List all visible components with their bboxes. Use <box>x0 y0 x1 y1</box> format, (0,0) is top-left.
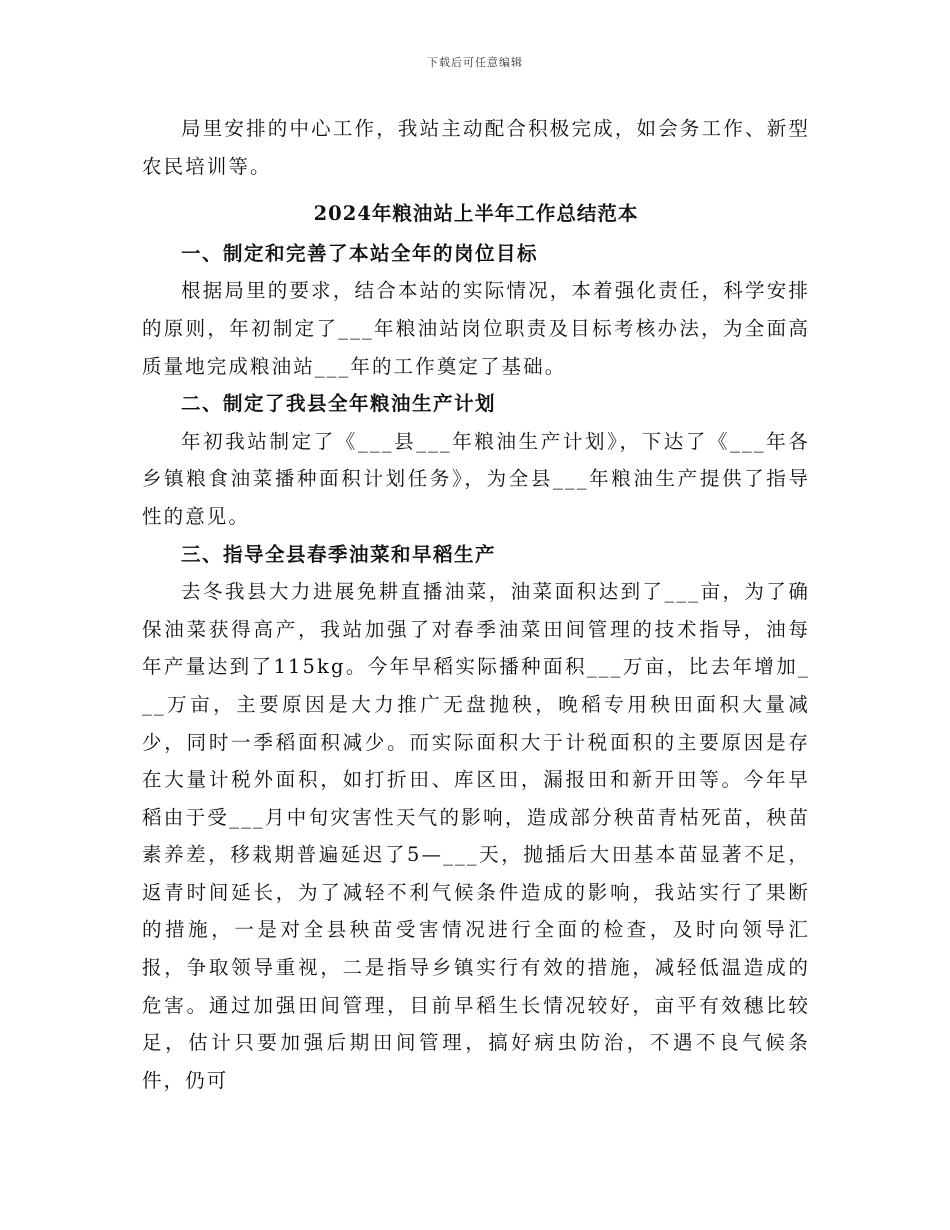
section-body-3: 去冬我县大力进展免耕直播油菜，油菜面积达到了___亩，为了确保油菜获得高产，我站加强了对春季油菜田间管理的技术指导，油每年产量达到了115kg。今年早稻实际播种面积___万亩，比去年增加___万亩，主要原因是大力推广无盘抛秧，晚稻专用秧田面积大量减少，同时一季稻面积减少。而实际面积大于计税面积的主要原因是存在大量计税外面积，如打折田、库区田，漏报田和新开田等。今年早稻由于受___月中旬灾害性天气的影响，造成部分秧苗青枯死苗，秧苗素养差，移栽期普遍延迟了5—___天，抛插后大田基本苗显著不足，返青时间延长，为了减轻不利气候条件造成的影响，我站实行了果断的措施，一是对全县秧苗受害情况进行全面的检查，及时向领导汇报，争取领导重视，二是指导乡镇实行有效的措施，减轻低温造成的危害。通过加强田间管理，目前早稻生长情况较好，亩平有效穗比较足，估计只要加强后期田间管理，搞好病虫防治，不遇不良气候条件，仍可 <box>142 580 810 1092</box>
intro-paragraph: 局里安排的中心工作，我站主动配合积极完成，如会务工作、新型农民培训等。 <box>142 117 810 178</box>
section-heading-3: 三、指导全县春季油菜和早稻生产 <box>181 542 497 566</box>
document-body <box>142 110 810 1099</box>
section-body-2: 年初我站制定了《___县___年粮油生产计划》，下达了《___年各乡镇粮食油菜播种面积计划任务》，为全县___年粮油生产提供了指导性的意见。 <box>142 429 810 528</box>
section-heading-1: 一、制定和完善了本站全年的岗位目标 <box>181 241 539 265</box>
section-heading-2: 二、制定了我县全年粮油生产计划 <box>181 392 497 416</box>
page-header-note: 下载后可任意编辑 <box>427 56 523 69</box>
document-title: 2024年粮油站上半年工作总结范本 <box>313 202 639 226</box>
section-body-1: 根据局里的要求，结合本站的实际情况，本着强化责任，科学安排的原则，年初制定了___年粮油站岗位职责及目标考核办法，为全面高质量地完成粮油站___年的工作奠定了基础。 <box>142 279 810 378</box>
